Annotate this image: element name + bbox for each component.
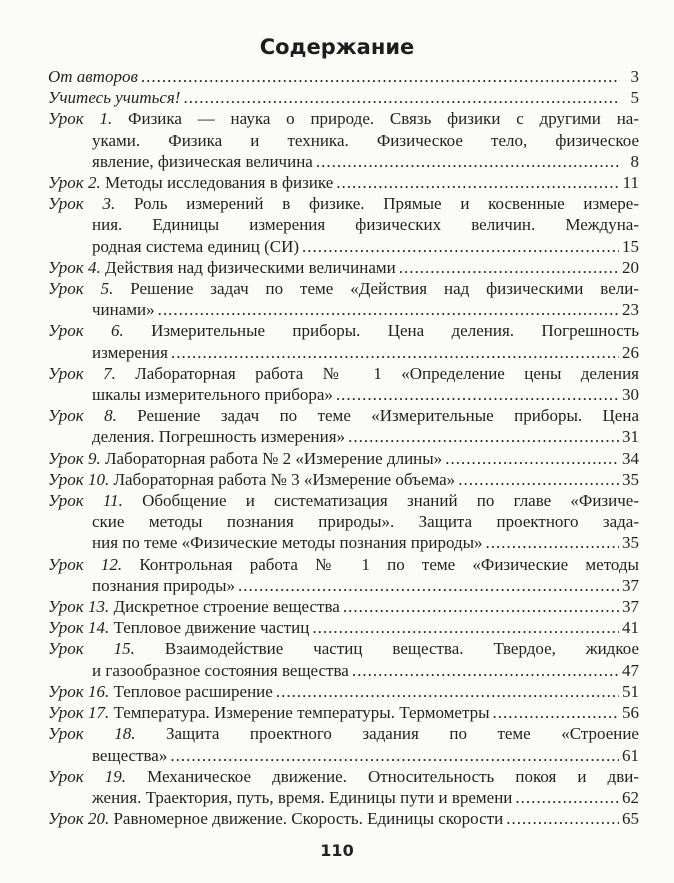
toc-entry-title: шкалы измерительного прибора» (92, 385, 333, 405)
dot-leader (336, 172, 619, 193)
toc-entry-text (48, 321, 639, 340)
toc-entry-line (48, 320, 639, 341)
toc-entry-text (92, 342, 168, 363)
toc-entry-title: Методы исследования в физике (100, 173, 334, 193)
toc-entry-label: Урок 6. (48, 321, 124, 341)
toc-entry-text (92, 131, 639, 150)
toc-entry-line (92, 214, 639, 235)
toc-entry[interactable] (48, 108, 639, 172)
toc-entry-line (48, 702, 639, 723)
dot-leader (183, 87, 620, 108)
toc-entry[interactable] (48, 257, 639, 278)
toc-entry-title: Контрольная работа № 1 по теме «Физические методы (122, 554, 639, 574)
toc-entry-text (48, 469, 455, 490)
toc-entry-page: 47 (622, 660, 639, 680)
toc-entry-label: Урок 11. (48, 491, 123, 511)
dot-leader (515, 787, 619, 808)
toc-entry[interactable] (48, 448, 639, 469)
toc-entry-line (48, 596, 639, 617)
dot-leader (158, 299, 619, 320)
toc-entry-text (48, 109, 639, 128)
toc-entry-text (48, 87, 180, 108)
toc-entry-text (48, 172, 333, 193)
toc-entry-page: 23 (622, 300, 639, 320)
toc-entry-title: явление, физическая величина (92, 151, 313, 171)
toc-entry-page: 34 (622, 448, 639, 468)
toc-entry-title: Роль измерений в физике. Прямые и косвенные измере- (115, 194, 639, 214)
toc-entry-page: 31 (622, 427, 639, 447)
toc-entry-line (48, 554, 639, 575)
toc-entry-title: познания природы» (92, 575, 235, 595)
toc-entry-title: Лабораторная работа № 2 «Измерение длины» (100, 448, 443, 468)
toc-entry-label: Урок 16. (48, 681, 110, 701)
toc-entry-page: 37 (622, 575, 639, 595)
toc-entry-line (48, 448, 639, 469)
toc-entry-title: Тепловое расширение (109, 681, 273, 701)
toc-entry-page: 35 (622, 469, 639, 489)
toc-entry[interactable] (48, 278, 639, 320)
toc-entry-text (92, 426, 345, 447)
toc-entry-title: вещества» (92, 745, 168, 765)
dot-leader (141, 66, 620, 87)
toc-entry-title: родная система единиц (СИ) (92, 236, 300, 256)
toc-entry-page: 20 (622, 257, 639, 277)
page-number: 110 (320, 841, 354, 861)
toc-entry-line (92, 511, 639, 532)
dot-leader (312, 617, 619, 638)
toc-entry[interactable] (48, 363, 639, 405)
toc-entry-title: Механическое движение. Относительность покоя и дви- (126, 766, 639, 786)
dot-leader (171, 342, 619, 363)
toc-entry-line (48, 638, 639, 659)
toc-entry-line (92, 426, 639, 447)
toc-entry-page: 8 (630, 151, 639, 171)
toc-entry-title: Лабораторная работа № 3 «Измерение объема» (109, 469, 456, 489)
toc-entry-line (48, 172, 639, 193)
toc-entry-text (48, 681, 273, 702)
toc-entry-line (48, 87, 639, 108)
toc-entry[interactable] (48, 596, 639, 617)
toc-entry-page: 3 (630, 67, 639, 86)
toc-entry[interactable] (48, 490, 639, 554)
toc-entry-label: Урок 5. (48, 279, 114, 299)
toc-entry-line (92, 787, 639, 808)
toc-entry-text (48, 279, 639, 298)
toc-entry-line (48, 278, 639, 299)
toc-entry-text (92, 745, 167, 766)
toc-entry-line (92, 532, 639, 553)
toc-entry-text (92, 575, 235, 596)
toc-entry-label: От авторов (48, 67, 138, 86)
toc-entry-line (92, 130, 639, 151)
dot-leader (445, 448, 619, 469)
page-title: Содержание (259, 35, 415, 59)
toc-entry-label: Урок 8. (48, 406, 117, 426)
dot-leader (343, 596, 619, 617)
toc-entry-line (92, 299, 639, 320)
toc-entry-title: Решение задач по теме «Измерительные приборы. Цена (116, 406, 639, 426)
dot-leader (493, 702, 619, 723)
toc-entry-page: 51 (622, 681, 639, 701)
dot-leader (238, 575, 619, 596)
toc-entry[interactable] (48, 808, 639, 829)
toc-entry-text (48, 194, 639, 213)
toc-entry[interactable] (48, 87, 639, 108)
dot-leader (302, 236, 619, 257)
toc-entry-title: Температура. Измерение температуры. Термометры (109, 703, 490, 723)
toc-entry-title: Лабораторная работа № 1 «Определение цены деления (115, 363, 639, 383)
toc-entry-title: Взаимодействие частиц вещества. Твердое, жидкое (134, 639, 639, 659)
toc-entry-label: Урок 19. (48, 766, 127, 786)
toc-entry-text (48, 617, 309, 638)
toc-entry-line (48, 66, 639, 87)
toc-entry-page: 5 (630, 88, 639, 108)
toc-entry-page: 56 (622, 703, 639, 723)
toc-entry-text (92, 236, 299, 257)
toc-entry-text (92, 787, 512, 808)
toc-entry-page: 65 (622, 809, 639, 829)
dot-leader (276, 681, 619, 702)
toc-entry-title: деления. Погрешность измерения» (92, 427, 346, 447)
toc-entry-title: чинами» (92, 300, 155, 320)
toc-entry-text (48, 808, 503, 829)
toc-entry[interactable] (48, 766, 639, 808)
toc-entry-label: Учитесь учиться! (48, 88, 181, 108)
table-of-contents (48, 66, 639, 829)
dot-leader (170, 745, 619, 766)
toc-entry-page: 35 (622, 533, 639, 553)
toc-entry-page: 11 (622, 173, 639, 193)
toc-entry-title: ния по теме «Физические методы познания природы» (92, 533, 483, 553)
toc-entry-text (92, 512, 639, 531)
toc-entry-text (48, 406, 639, 425)
toc-entry-text (92, 532, 483, 553)
dot-leader (506, 808, 619, 829)
dot-leader (316, 151, 620, 172)
toc-entry[interactable] (48, 66, 639, 87)
toc-entry-line (48, 405, 639, 426)
toc-entry-label: Урок 18. (48, 724, 136, 744)
toc-entry-text (48, 724, 639, 743)
toc-entry[interactable] (48, 193, 639, 257)
toc-entry-text (92, 384, 333, 405)
toc-entry[interactable] (48, 320, 639, 362)
toc-entry-label: Урок 20. (48, 809, 110, 829)
toc-entry-title: жения. Траектория, путь, время. Единицы пути и времени (92, 787, 513, 807)
toc-entry-line (92, 236, 639, 257)
toc-entry-text (92, 151, 313, 172)
dot-leader (458, 469, 619, 490)
toc-entry-line (48, 808, 639, 829)
toc-entry-page: 37 (622, 597, 639, 617)
toc-entry-line (92, 342, 639, 363)
toc-entry[interactable] (48, 554, 639, 596)
toc-entry-text (48, 491, 639, 510)
toc-entry-page: 62 (622, 787, 639, 807)
toc-entry-text (48, 364, 639, 383)
toc-entry-title: ские методы познания природы». Защита проектного зада- (92, 512, 639, 532)
toc-entry-text (48, 448, 442, 469)
toc-entry-text (48, 555, 639, 574)
toc-entry-page: 15 (622, 236, 639, 256)
toc-entry-title: Защита проектного задания по теме «Строение (135, 724, 639, 744)
toc-entry-label: Урок 15. (48, 639, 135, 659)
toc-entry-line (48, 681, 639, 702)
toc-entry-line (48, 193, 639, 214)
toc-entry[interactable] (48, 723, 639, 765)
toc-entry-title: и газообразное состояния вещества (92, 660, 349, 680)
toc-entry-title: Решение задач по теме «Действия над физическими вели- (113, 279, 639, 299)
toc-entry-title: ния. Единицы измерения физических величин. Междуна- (92, 215, 639, 235)
toc-entry-title: Обобщение и систематизация знаний по главе «Физиче- (122, 491, 639, 511)
toc-entry-line (92, 384, 639, 405)
toc-entry[interactable] (48, 681, 639, 702)
toc-entry-line (92, 745, 639, 766)
toc-entry-label: Урок 1. (48, 109, 113, 129)
toc-entry-title: Измерительные приборы. Цена деления. Погрешность (123, 321, 639, 341)
toc-entry-text (92, 299, 155, 320)
toc-entry-label: Урок 17. (48, 703, 110, 723)
toc-entry[interactable] (48, 469, 639, 490)
toc-entry-line (48, 490, 639, 511)
toc-entry-text (48, 639, 639, 658)
dot-leader (399, 257, 619, 278)
toc-entry-page: 26 (622, 342, 639, 362)
toc-entry-label: Урок 10. (48, 469, 110, 489)
toc-entry-text (48, 257, 396, 278)
toc-entry-label: Урок 13. (48, 597, 110, 617)
toc-entry-label: Урок 2. (48, 173, 101, 193)
toc-entry-line (48, 617, 639, 638)
toc-entry-line (48, 257, 639, 278)
toc-entry-label: Урок 14. (48, 618, 110, 638)
toc-entry-line (92, 575, 639, 596)
toc-entry-label: Урок 4. (48, 257, 101, 277)
toc-entry-label: Урок 7. (48, 363, 116, 383)
toc-entry-title: Дискретное строение вещества (109, 597, 340, 617)
toc-entry-page: 61 (622, 745, 639, 765)
toc-entry-page: 41 (622, 618, 639, 638)
toc-entry-label: Урок 9. (48, 448, 101, 468)
toc-entry-title: Тепловое движение частиц (109, 618, 310, 638)
toc-entry-title: уками. Физика и техника. Физическое тело, физическое (92, 130, 639, 150)
dot-leader (336, 384, 619, 405)
toc-entry-label: Урок 12. (48, 554, 123, 574)
toc-entry[interactable] (48, 617, 639, 638)
toc-entry[interactable] (48, 405, 639, 447)
toc-entry-page: 30 (622, 385, 639, 405)
toc-entry-text (92, 660, 349, 681)
toc-entry-line (92, 660, 639, 681)
toc-entry-text (48, 66, 138, 87)
toc-entry-title: измерения (92, 342, 168, 362)
toc-entry[interactable] (48, 638, 639, 680)
toc-entry[interactable] (48, 172, 639, 193)
toc-entry-text (48, 596, 340, 617)
toc-entry-line (48, 108, 639, 129)
toc-entry-title: Физика — наука о природе. Связь физики с другими на- (112, 109, 639, 129)
toc-entry-line (48, 469, 639, 490)
toc-entry-line (92, 151, 639, 172)
toc-entry-text (48, 767, 639, 786)
toc-entry-text (92, 215, 639, 234)
toc-entry-line (48, 723, 639, 744)
toc-entry-line (48, 363, 639, 384)
toc-entry-label: Урок 3. (48, 194, 116, 214)
toc-entry-title: Действия над физическими величинами (100, 257, 396, 277)
toc-entry-text (48, 702, 490, 723)
toc-entry[interactable] (48, 702, 639, 723)
toc-entry-line (48, 766, 639, 787)
dot-leader (348, 426, 619, 447)
dot-leader (486, 532, 619, 553)
dot-leader (352, 660, 619, 681)
toc-entry-title: Равномерное движение. Скорость. Единицы скорости (109, 809, 504, 829)
